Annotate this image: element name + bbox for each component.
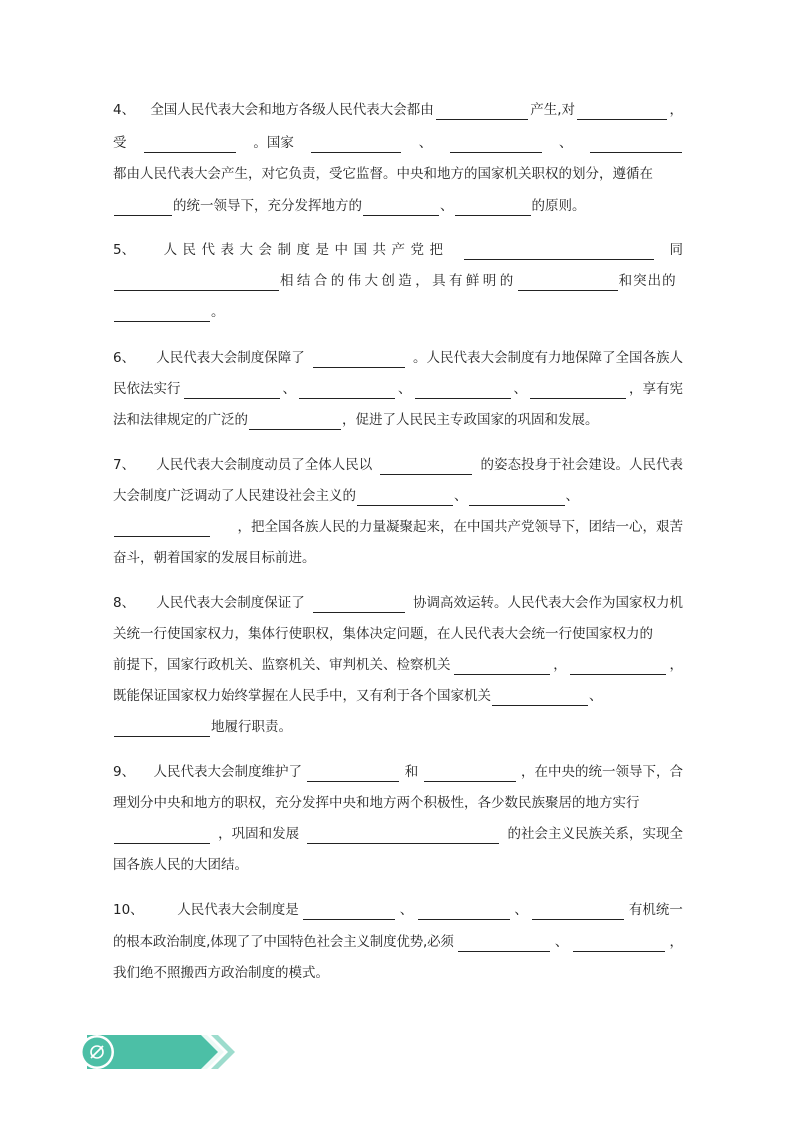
q4-line-4	[113, 196, 683, 216]
q4-number: 4、	[113, 102, 136, 118]
q8-text: 人民代表大会制度保证了	[156, 595, 305, 611]
q9-text: 理划分中央和地方的职权，充分发挥中央和地方两个积极性，各少数民族聚居的地方实行	[113, 795, 640, 811]
q5-text: 人民代表大会制度是中国共产党把	[163, 242, 449, 258]
q6-text: 、	[513, 381, 527, 397]
section-badge	[77, 1032, 247, 1072]
q10-line-1	[113, 900, 683, 920]
answer-blank[interactable]	[418, 904, 510, 920]
q6-number: 6、	[113, 350, 136, 366]
answer-blank[interactable]	[518, 275, 618, 291]
q4-text: 受	[113, 135, 127, 151]
q6-line-3	[113, 410, 683, 430]
answer-blank[interactable]	[114, 721, 210, 737]
q8-text: 协调高效运转。人民代表大会作为国家权力机	[412, 595, 683, 611]
answer-blank[interactable]	[458, 936, 550, 952]
q4-line-1	[113, 100, 683, 120]
answer-blank[interactable]	[144, 137, 236, 153]
q7-text: 人民代表大会制度动员了全体人民以	[156, 457, 373, 473]
q9-line-4	[113, 855, 683, 875]
q4-line-2	[113, 133, 683, 153]
answer-blank[interactable]	[570, 659, 666, 675]
q4-text: 、	[559, 135, 573, 151]
q5-number: 5、	[113, 242, 136, 258]
q4-text: 产生,对	[530, 102, 576, 118]
q9-text: 的社会主义民族关系，实现全	[507, 826, 683, 842]
q8-line-2	[113, 624, 683, 644]
q9-line-2	[113, 793, 683, 813]
q8-text: 既能保证国家权力始终掌握在人民手中，又有利于各个国家机关	[113, 688, 491, 704]
answer-blank[interactable]	[249, 414, 341, 430]
q10-text: 、	[554, 934, 569, 950]
q6-text: 、	[398, 381, 412, 397]
answer-blank[interactable]	[357, 490, 453, 506]
q6-text: ，享有宪	[629, 381, 683, 397]
q7-line-4	[113, 548, 683, 568]
q10-text: ，	[669, 934, 683, 950]
answer-blank[interactable]	[114, 200, 172, 216]
q10-text: 人民代表大会制度是	[177, 902, 299, 918]
answer-blank[interactable]	[114, 828, 210, 844]
q7-text: 奋斗，朝着国家的发展目标前进。	[113, 550, 316, 566]
q8-number: 8、	[113, 595, 136, 611]
q4-line-3	[113, 164, 683, 184]
q6-text: 。人民代表大会制度有力地保障了全国各族人	[412, 350, 683, 366]
q9-number: 9、	[113, 764, 136, 780]
answer-blank[interactable]	[380, 459, 472, 475]
q4-text: 全国人民代表大会和地方各级人民代表大会都由	[150, 102, 434, 118]
q8-line-5	[113, 717, 683, 737]
q9-text: 人民代表大会制度维护了	[153, 764, 302, 780]
answer-blank[interactable]	[436, 104, 528, 120]
q7-line-1	[113, 455, 683, 475]
q9-text: 国各族人民的大团结。	[113, 857, 248, 873]
answer-blank[interactable]	[114, 306, 210, 322]
q5-line-1	[113, 240, 683, 260]
q8-text: ，	[553, 657, 567, 673]
q8-text: ，	[669, 657, 683, 673]
q5-text: 同	[669, 242, 683, 258]
q7-text: 大会制度广泛调动了人民建设社会主义的	[113, 488, 356, 504]
q9-text: ，在中央的统一领导下，合	[520, 764, 683, 780]
q5-text: 。	[211, 304, 225, 320]
q6-text: 民依法实行	[113, 381, 181, 397]
q4-text: 都由人民代表大会产生，对它负责，受它监督。中央和地方的国家机关职权的划分，遵循在	[113, 166, 653, 182]
answer-blank[interactable]	[363, 200, 439, 216]
q6-text: ，促进了人民民主专政国家的巩固和发展。	[342, 412, 599, 428]
q6-line-2	[113, 379, 683, 399]
answer-blank[interactable]	[313, 597, 405, 613]
q10-text: 有机统一	[628, 902, 683, 918]
answer-blank[interactable]	[307, 828, 499, 844]
answer-blank[interactable]	[313, 352, 405, 368]
q10-line-3	[113, 963, 683, 983]
q10-line-2	[113, 932, 683, 952]
answer-blank[interactable]	[114, 275, 279, 291]
q8-text: 地履行职责。	[211, 719, 292, 735]
q5-text: 和突出的	[618, 273, 677, 289]
answer-blank[interactable]	[590, 137, 682, 153]
q7-text: 、	[565, 488, 579, 504]
answer-blank[interactable]	[469, 490, 565, 506]
answer-blank[interactable]	[114, 521, 210, 537]
q5-text: 相结合的伟大创造，具有鲜明的	[280, 273, 517, 289]
answer-blank[interactable]	[492, 690, 588, 706]
answer-blank[interactable]	[311, 137, 401, 153]
q4-text: 的统一领导下，充分发挥地方的	[173, 198, 362, 214]
q7-text: 的姿态投身于社会建设。人民代表	[480, 457, 683, 473]
q9-text: ，巩固和发展	[218, 826, 300, 842]
q9-line-3	[113, 824, 683, 844]
q8-text: 关统一行使国家权力，集体行使职权，集体决定问题，在人民代表大会统一行使国家权力的	[113, 626, 653, 642]
q4-text: 、	[418, 135, 433, 151]
answer-blank[interactable]	[532, 904, 624, 920]
q8-line-3	[113, 655, 683, 675]
answer-blank[interactable]	[303, 904, 395, 920]
q9-text: 和	[404, 764, 419, 780]
q6-text: 、	[282, 381, 296, 397]
q7-text: 、	[454, 488, 468, 504]
answer-blank[interactable]	[415, 383, 511, 399]
answer-blank[interactable]	[577, 104, 667, 120]
q7-text: ，把全国各族人民的力量凝聚起来，在中国共产党领导下，团结一心，艰苦	[237, 519, 683, 535]
q7-line-3	[113, 517, 683, 537]
answer-blank[interactable]	[450, 137, 542, 153]
q10-number: 10、	[113, 902, 144, 918]
q4-text: ，	[669, 102, 683, 118]
q4-text: 的原则。	[531, 198, 586, 214]
answer-blank[interactable]	[573, 936, 665, 952]
q7-line-2	[113, 486, 683, 506]
q8-text: 、	[589, 688, 603, 704]
q9-line-1	[113, 762, 683, 782]
q6-text: 人民代表大会制度保障了	[156, 350, 305, 366]
answer-blank[interactable]	[184, 383, 280, 399]
q8-text: 前提下，国家行政机关、监察机关、审判机关、检察机关	[113, 657, 451, 673]
q5-line-2	[113, 271, 683, 291]
q4-text: 。国家	[253, 135, 294, 151]
q6-line-1	[113, 348, 683, 368]
answer-blank[interactable]	[299, 383, 395, 399]
answer-blank[interactable]	[454, 659, 550, 675]
answer-blank[interactable]	[464, 244, 654, 260]
answer-blank[interactable]	[424, 766, 516, 782]
q10-text: 我们绝不照搬西方政治制度的模式。	[113, 965, 329, 981]
q6-text: 法和法律规定的广泛的	[113, 412, 248, 428]
answer-blank[interactable]	[307, 766, 399, 782]
q10-text: 的根本政治制度,体现了了中国特色社会主义制度优势,必须	[113, 934, 454, 950]
answer-blank[interactable]	[455, 200, 531, 216]
answer-blank[interactable]	[530, 383, 626, 399]
q8-line-4	[113, 686, 683, 706]
q5-line-3	[113, 302, 683, 322]
q4-text: 、	[440, 198, 454, 214]
q8-line-1	[113, 593, 683, 613]
q10-text: 、	[399, 902, 414, 918]
q7-number: 7、	[113, 457, 136, 473]
q10-text: 、	[514, 902, 528, 918]
